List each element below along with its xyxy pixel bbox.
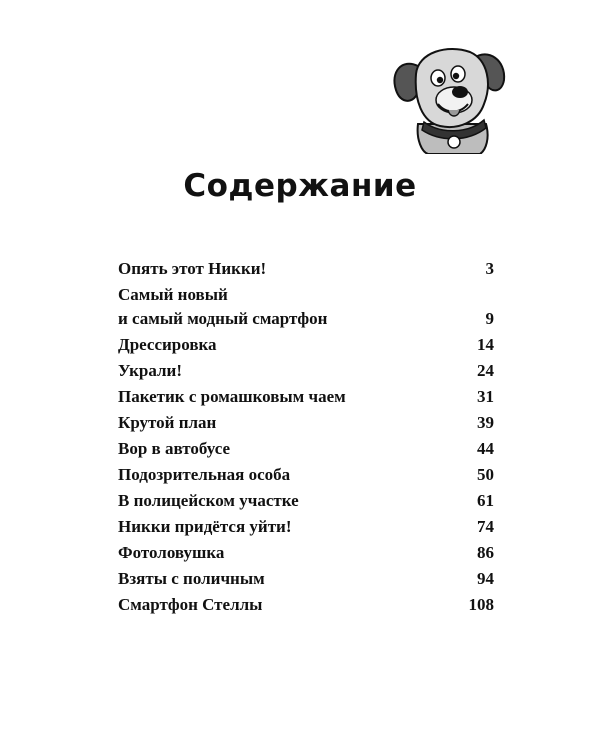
page-number: 44: [477, 439, 494, 458]
page-number: 94: [477, 569, 494, 588]
chapter-title: [118, 257, 266, 281]
chapter-title: [118, 541, 224, 565]
chapter-title-line: Самый новый: [118, 285, 228, 304]
chapter-title: [118, 385, 346, 409]
chapter-title: [118, 283, 327, 331]
chapter-title-line: Крутой план: [118, 413, 217, 432]
chapter-title: [118, 411, 216, 435]
chapter-title: [118, 359, 182, 383]
page-number: 14: [477, 335, 494, 354]
page-number: 24: [477, 361, 494, 380]
toc-entry: [118, 385, 494, 409]
chapter-title-line: Подозрительная особа: [118, 465, 291, 484]
toc-entry: [118, 541, 494, 565]
toc-entry: [118, 437, 494, 461]
toc-entry: [118, 333, 494, 357]
table-of-contents: [118, 257, 494, 619]
chapter-title-line: Смартфон Стеллы: [118, 595, 263, 614]
page-number: 9: [485, 309, 494, 328]
chapter-title: [118, 437, 230, 461]
chapter-title-line: Опять этот Никки!: [118, 259, 267, 278]
toc-entry: [118, 489, 494, 513]
toc-entry: [118, 593, 494, 617]
chapter-title-line: Вор в автобусе: [118, 439, 230, 458]
chapter-title: [118, 463, 290, 487]
page-number: 61: [477, 491, 494, 510]
chapter-title: [118, 515, 292, 539]
toc-entry: [118, 257, 494, 281]
toc-entry: [118, 567, 494, 591]
chapter-title-line: Дрессировка: [118, 335, 217, 354]
chapter-title: [118, 489, 299, 513]
page-number: 108: [468, 595, 494, 614]
page-number: 3: [485, 259, 494, 278]
chapter-title-line: Украли!: [118, 361, 182, 380]
chapter-title-line: В полицейском участке: [118, 491, 299, 510]
chapter-title-line: Взяты с поличным: [118, 569, 265, 588]
dog-illustration: [388, 38, 510, 154]
page-number: 50: [477, 465, 494, 484]
toc-entry: [118, 463, 494, 487]
chapter-title: [118, 567, 265, 591]
page-number: 86: [477, 543, 494, 562]
toc-entry: [118, 411, 494, 435]
page-number: 74: [477, 517, 494, 536]
toc-entry: [118, 515, 494, 539]
chapter-title: [118, 333, 217, 357]
toc-entry: [118, 359, 494, 383]
page-title: Содержание: [183, 168, 417, 204]
chapter-title-line: и самый модный смартфон: [118, 309, 328, 328]
toc-entry: [118, 283, 494, 331]
chapter-title: [118, 593, 262, 617]
page-number: 31: [477, 387, 494, 406]
page-number: 39: [477, 413, 494, 432]
chapter-title-line: Пакетик с ромашковым чаем: [118, 387, 346, 406]
chapter-title-line: Никки придётся уйти!: [118, 517, 292, 536]
chapter-title-line: Фотоловушка: [118, 543, 225, 562]
